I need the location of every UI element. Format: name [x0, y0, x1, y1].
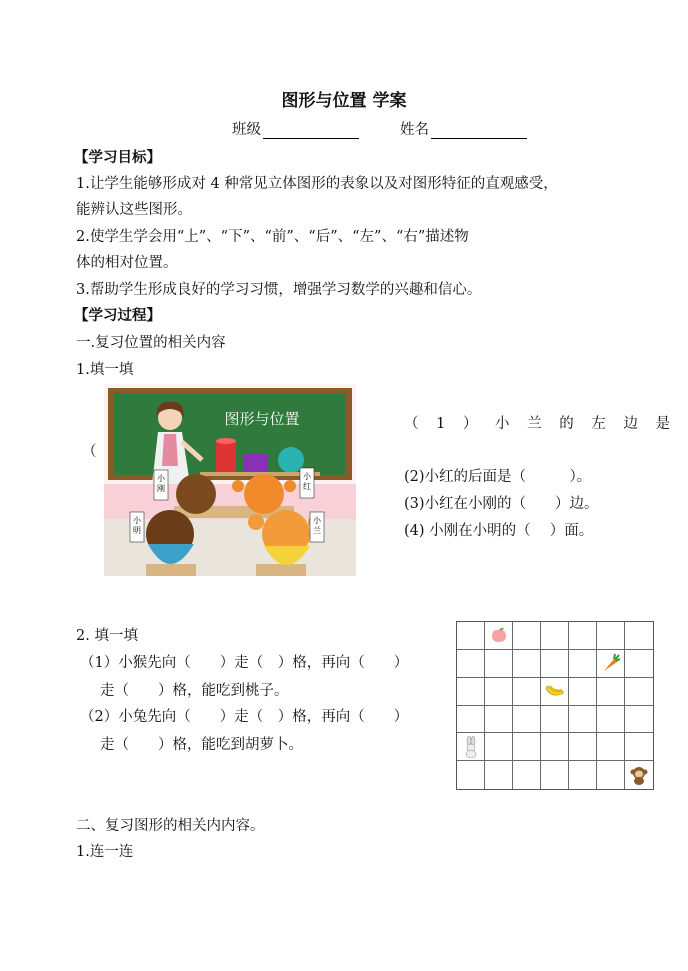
- grid-cell: [625, 622, 653, 650]
- grid-cell: [485, 761, 513, 789]
- q2-heading: 2. 填一填: [76, 628, 138, 644]
- cuboid-shape: [244, 454, 268, 473]
- grid-cell: [597, 622, 625, 650]
- goal-line: 1.让学生能够形成对 4 种常见立体图形的表象以及对图形特征的直观感受，: [76, 176, 558, 192]
- grid-cell: [625, 650, 653, 678]
- grid-cell: [513, 706, 541, 734]
- name-input-line[interactable]: [431, 123, 527, 139]
- grid-cell: [625, 733, 653, 761]
- grid-cell: [541, 678, 569, 706]
- grid-cell: [457, 706, 485, 734]
- grid-cell: [541, 733, 569, 761]
- cylinder-shape: [216, 441, 236, 473]
- grid-cell: [569, 678, 597, 706]
- grid-cell: [569, 622, 597, 650]
- grid-cell: [457, 733, 485, 761]
- q1-item3: (3)小红在小刚的（ ）边。: [404, 496, 599, 512]
- board-text: 图形与位置: [224, 410, 300, 428]
- grid-cell: [485, 622, 513, 650]
- grid-cell: [625, 761, 653, 789]
- q3-heading: 1.连一连: [76, 844, 134, 860]
- page-title: 图形与位置 学案: [281, 91, 407, 111]
- student-xiaogang: [176, 474, 216, 514]
- grid-cell: [457, 761, 485, 789]
- name-field: [400, 118, 527, 139]
- goals-heading: 【学习目标】: [74, 150, 161, 166]
- grid-cell: [541, 761, 569, 789]
- goal-line: 体的相对位置。: [76, 255, 178, 271]
- grid-cell: [625, 706, 653, 734]
- grid-cell: [597, 761, 625, 789]
- grid-cell: [597, 650, 625, 678]
- tag-xiaohong: 小红: [303, 472, 311, 491]
- q2-line: 走（ ）格，能吃到桃子。: [100, 683, 289, 699]
- grid-cell: [541, 622, 569, 650]
- grid-cell: [597, 706, 625, 734]
- class-input-line[interactable]: [263, 123, 359, 139]
- tag-xiaoming: 小明: [133, 516, 141, 535]
- grid-cell: [541, 650, 569, 678]
- grid-cell: [513, 678, 541, 706]
- student-xiaohong: [244, 474, 284, 514]
- q2-line: 走（ ）格，能吃到胡萝卜。: [100, 737, 303, 753]
- section2-heading: 二、复习图形的相关内内容。: [76, 818, 265, 834]
- grid-cell: [485, 706, 513, 734]
- grid-cell: [485, 678, 513, 706]
- grid-cell: [513, 622, 541, 650]
- q1-item2: (2)小红的后面是（ ）。: [404, 469, 592, 485]
- q1-item1-paren: （: [82, 444, 97, 460]
- section1-heading: 一.复习位置的相关内容: [76, 335, 226, 351]
- grid-cell: [457, 622, 485, 650]
- grid-cell: [597, 678, 625, 706]
- tag-xiaolan: 小兰: [313, 516, 321, 535]
- q1-heading: 1.填一填: [76, 362, 134, 378]
- grid-cell: [569, 706, 597, 734]
- grid-cell: [625, 678, 653, 706]
- grid-cell: [597, 733, 625, 761]
- goal-line: 2.使学生学会用“上”、“下”、“前”、“后”、“左”、“右”描述物: [76, 229, 469, 245]
- class-field: [232, 118, 359, 139]
- grid-cell: [569, 733, 597, 761]
- q1-item1: （ 1 ） 小 兰 的 左 边 是: [404, 416, 677, 432]
- grid-cell: [457, 678, 485, 706]
- goal-line: 能辨认这些图形。: [76, 202, 192, 218]
- tag-xiaogang: 小刚: [157, 474, 165, 493]
- grid-cell: [485, 733, 513, 761]
- grid-cell: [569, 650, 597, 678]
- q2-line: （2）小兔先向（ ）走（ ）格，再向（ ）: [80, 709, 409, 725]
- name-label: 姓名: [400, 122, 429, 138]
- grid-cell: [485, 650, 513, 678]
- process-heading: 【学习过程】: [74, 308, 161, 324]
- grid-cell: [513, 761, 541, 789]
- class-label: 班级: [232, 122, 261, 138]
- grid-cell: [457, 650, 485, 678]
- q1-item4: (4) 小刚在小明的（ ）面。: [404, 523, 594, 539]
- q2-line: （1）小猴先向（ ）走（ ）格，再向（ ）: [80, 655, 409, 671]
- grid-cell: [541, 706, 569, 734]
- goal-line: 3.帮助学生形成良好的学习习惯，增强学习数学的兴趣和信心。: [76, 282, 482, 298]
- classroom-illustration: [104, 384, 356, 576]
- grid-cell: [513, 733, 541, 761]
- movement-grid: [456, 621, 654, 790]
- grid-cell: [569, 761, 597, 789]
- grid-cell: [513, 650, 541, 678]
